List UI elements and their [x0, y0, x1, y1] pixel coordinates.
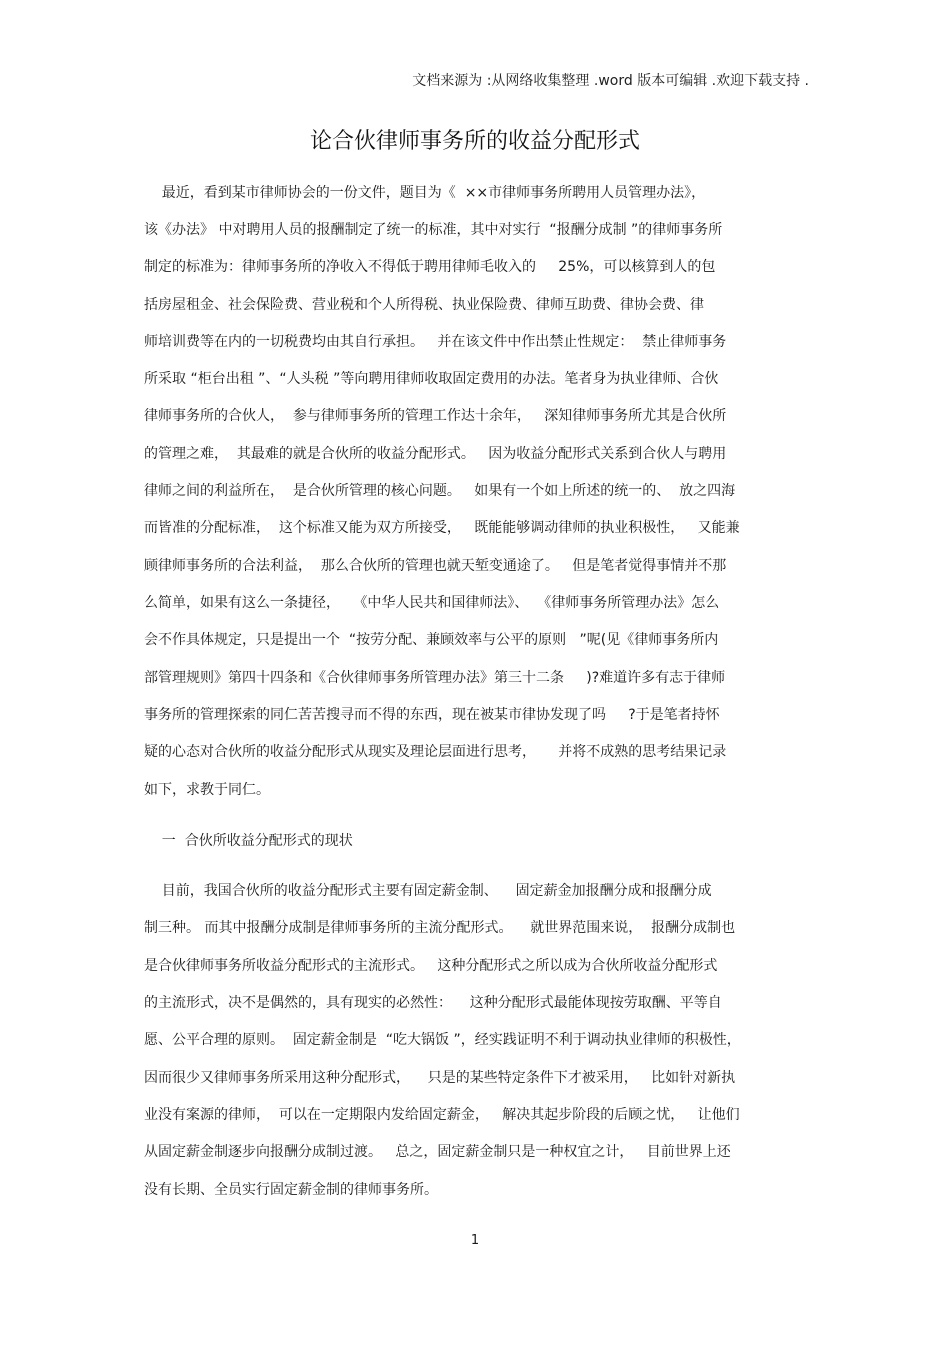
text-line: 所采取 “柜台出租 ”、“人头税 ”等向聘用律师收取固定费用的办法。笔者身为执业律师、合伙: [144, 371, 719, 387]
text-line: 而皆准的分配标准， 这个标准又能为双方所接受， 既能能够调动律师的执业积极性， 又能兼: [144, 520, 740, 536]
text-line: 律师事务所的合伙人， 参与律师事务所的管理工作达十余年， 深知律师事务所尤其是合伙所: [144, 408, 727, 424]
text-line: 事务所的管理探索的同仁苦苦搜寻而不得的东西，现在被某市律协发现了吗 ?于是笔者持怀: [144, 707, 720, 723]
page-number: 1: [470, 1233, 480, 1248]
text-line: 愿、公平合理的原则。 固定薪金制是 “吃大锅饭 ”，经实践证明不利于调动执业律师的积极性，: [144, 1032, 741, 1048]
text-line: 制三种。 而其中报酬分成制是律师事务所的主流分配形式。 就世界范围来说， 报酬分成制也: [144, 920, 736, 936]
text-line: 会不作具体规定，只是提出一个 “按劳分配、兼顾效率与公平的原则 ”呢(见《律师事务所内: [144, 632, 719, 648]
text-line: 目前，我国合伙所的收益分配形式主要有固定薪金制、 固定薪金加报酬分成和报酬分成: [144, 883, 712, 899]
text-line: 的主流形式，决不是偶然的，具有现实的必然性： 这种分配形式最能体现按劳取酬、平等自: [144, 995, 722, 1011]
text-line: 从固定薪金制逐步向报酬分成制过渡。 总之，固定薪金制只是一种权宜之计， 目前世界上还: [144, 1144, 731, 1160]
text-line: 是合伙律师事务所收益分配形式的主流形式。 这种分配形式之所以成为合伙所收益分配形式: [144, 958, 718, 974]
text-line: 该《办法》 中对聘用人员的报酬制定了统一的标准，其中对实行 “报酬分成制 ”的律师事务所: [144, 222, 723, 238]
text-line: 师培训费等在内的一切税费均由其自行承担。 并在该文件中作出禁止性规定： 禁止律师事务: [144, 334, 727, 350]
text-line: 括房屋租金、社会保险费、营业税和个人所得税、执业保险费、律师互助费、律协会费、律: [144, 297, 704, 313]
page-header: 文档来源为 :从网络收集整理 .word 版本可编辑 .欢迎下载支持 .: [412, 73, 809, 89]
document-title: 论合伙律师事务所的收益分配形式: [309, 129, 640, 154]
text-line: 因而很少又律师事务所采用这种分配形式， 只是的某些特定条件下才被采用， 比如针对新执: [144, 1070, 736, 1086]
text-line: 一 合伙所收益分配形式的现状: [144, 833, 353, 849]
text-line: 的管理之难， 其最难的就是合伙所的收益分配形式。 因为收益分配形式关系到合伙人与聘用: [144, 446, 727, 462]
text-line: 制定的标准为：律师事务所的净收入不得低于聘用律师毛收入的 25%，可以核算到人的包: [144, 259, 716, 275]
text-line: 疑的心态对合伙所的收益分配形式从现实及理论层面进行思考， 并将不成熟的思考结果记录: [144, 744, 727, 760]
text-line: 没有长期、全员实行固定薪金制的律师事务所。: [144, 1182, 438, 1198]
text-line: 业没有案源的律师， 可以在一定期限内发给固定薪金， 解决其起步阶段的后顾之忧， 让他们: [144, 1107, 740, 1123]
text-line: 律师之间的利益所在， 是合伙所管理的核心问题。 如果有一个如上所述的统一的、 放之四海: [144, 483, 736, 499]
text-line: 部管理规则》第四十四条和《合伙律师事务所管理办法》第三十二条 )?难道许多有志于律师: [144, 670, 726, 686]
text-line: 么简单，如果有这么一条捷径， 《中华人民共和国律师法》、 《律师事务所管理办法》怎么: [144, 595, 720, 611]
text-line: 最近，看到某市律师协会的一份文件，题目为《 ××市律师事务所聘用人员管理办法》，: [144, 185, 706, 201]
text-line: 顾律师事务所的合法利益， 那么合伙所的管理也就天堑变通途了。 但是笔者觉得事情并不那: [144, 558, 727, 574]
text-line: 如下，求教于同仁。: [144, 782, 270, 798]
